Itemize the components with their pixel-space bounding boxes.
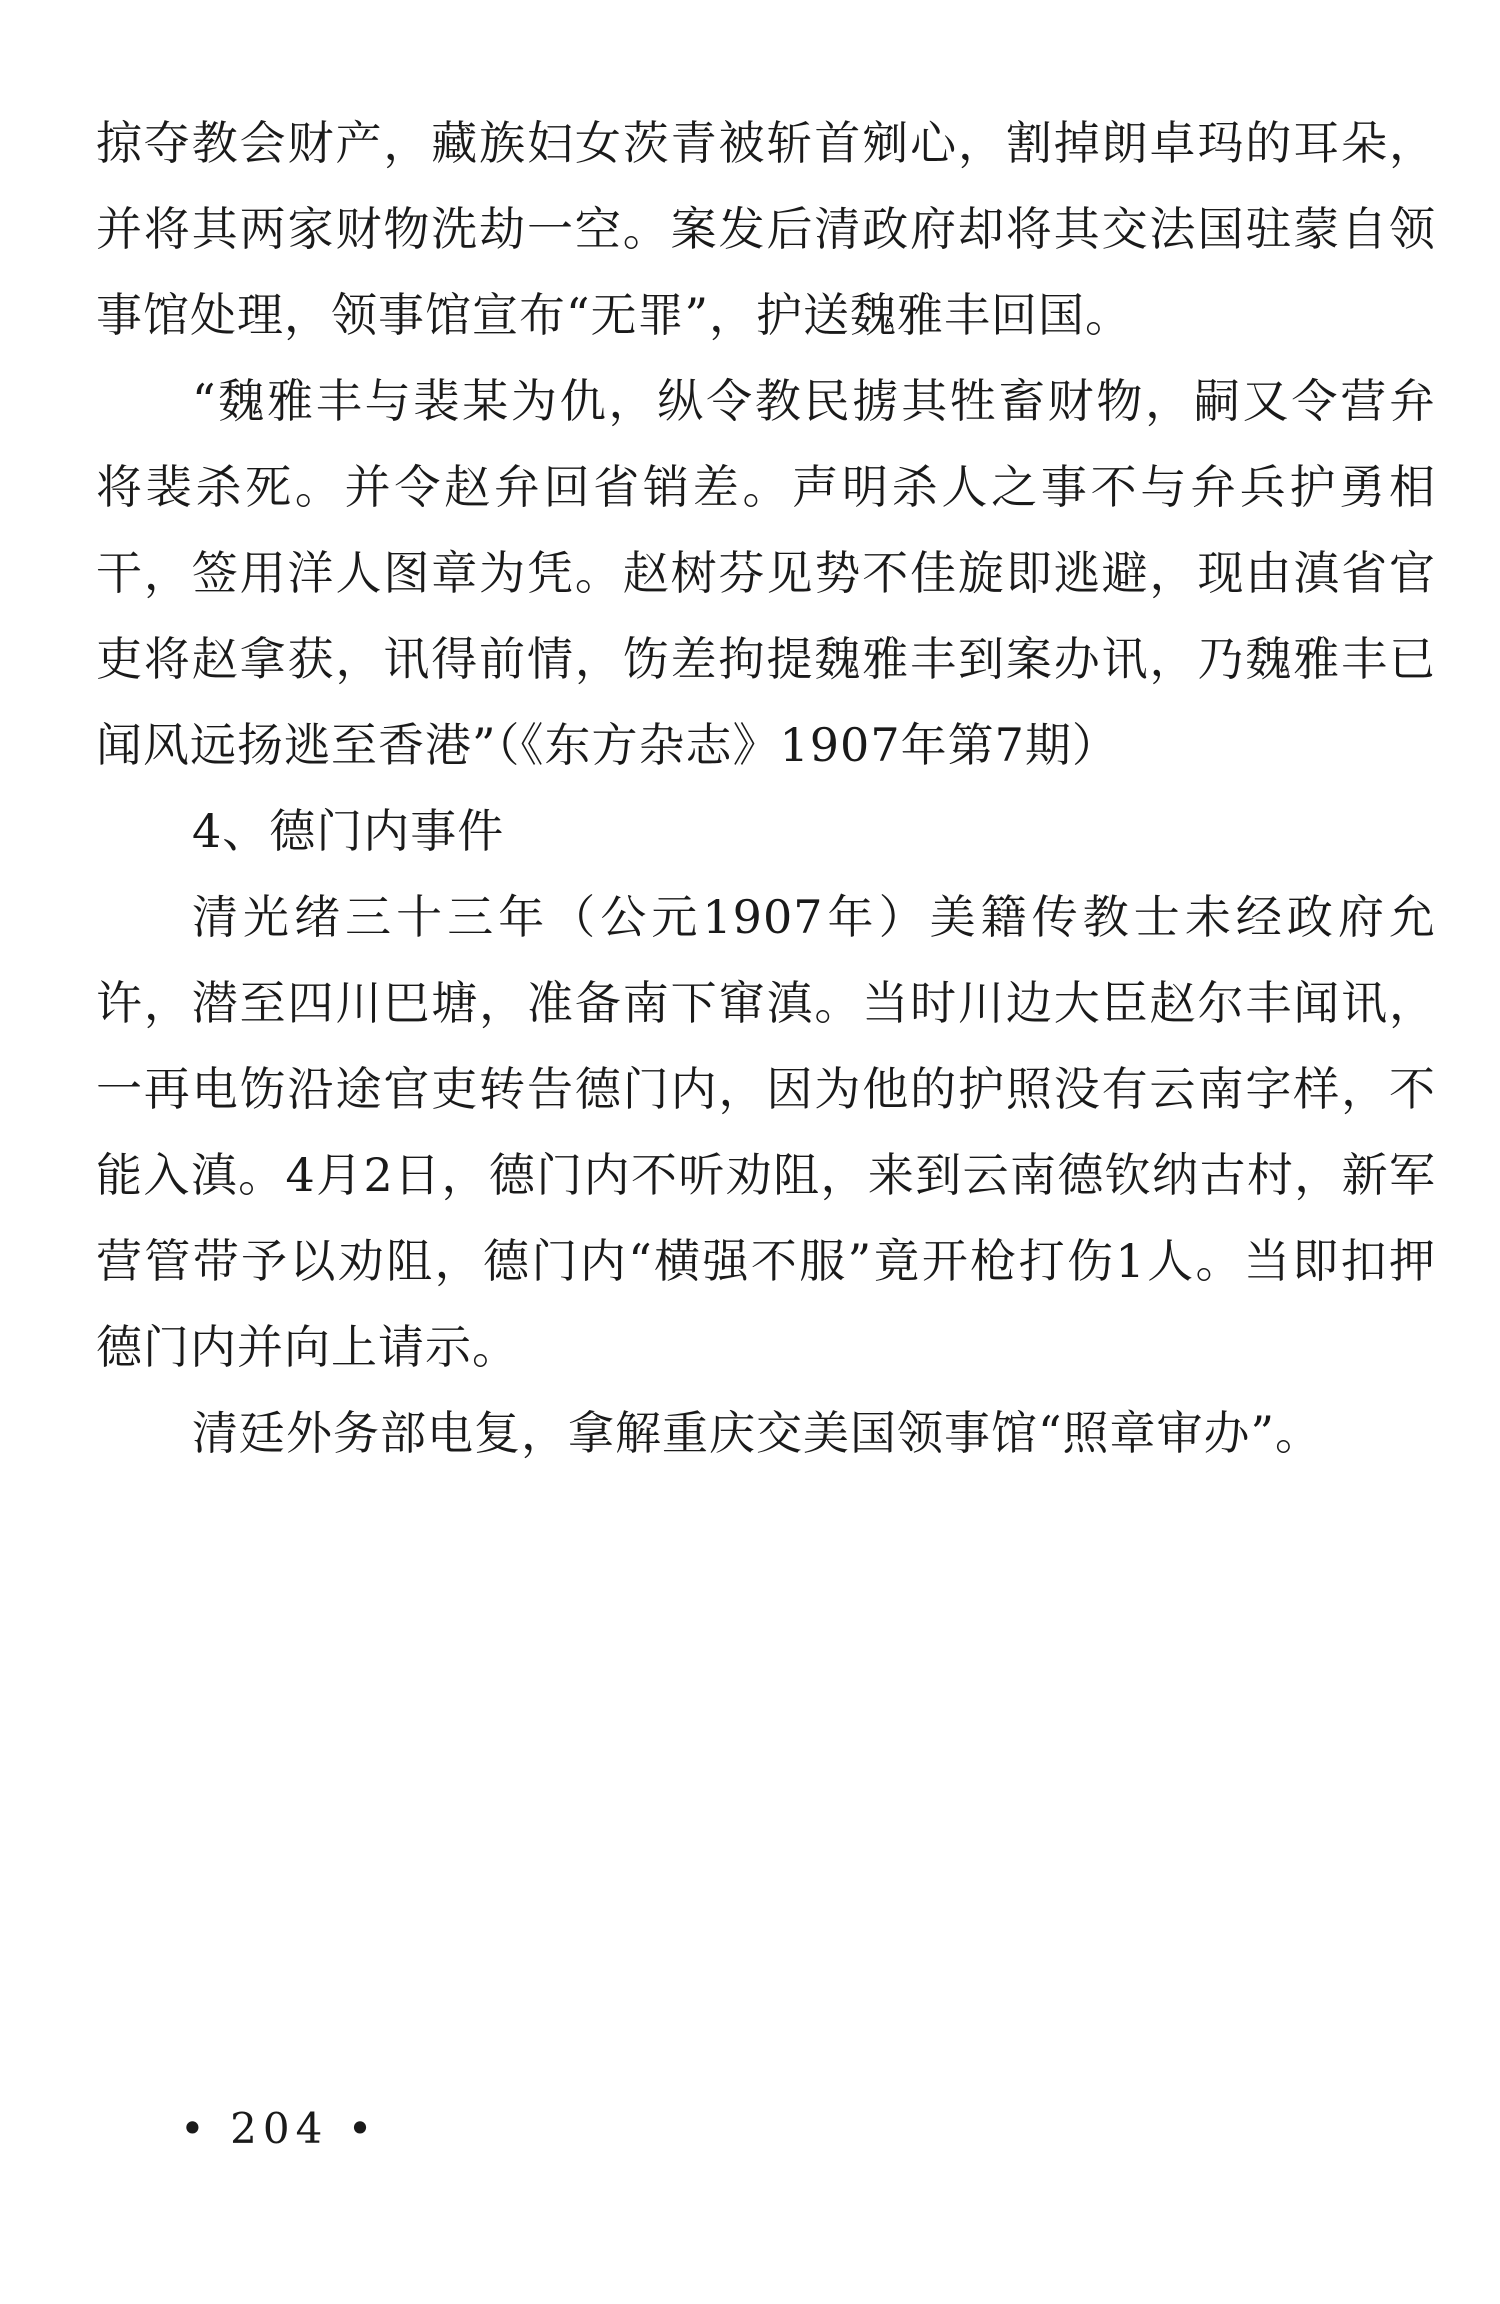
body-text xyxy=(96,100,1436,1476)
paragraph-quotation: “魏雅丰与裴某为仇，纵令教民掳其牲畜财物，嗣又令营弁将裴杀死。并令赵弁回省销差。声明杀人之事不与弁兵护勇相干，签用洋人图章为凭。赵树芬见势不佳旋即逃避，现由滇省官吏将赵拿获，讯得前情，饬差拘提魏雅丰到案办讯，乃魏雅丰已闻风远扬逃至香港”（《东方杂志》1907年第7期） xyxy=(96,374,1436,772)
page-number: • 204 • xyxy=(180,2104,379,2153)
paragraph-continuation: 掠夺教会财产，藏族妇女茨青被斩首剜心，割掉朗卓玛的耳朵，并将其两家财物洗劫一空。案发后清政府却将其交法国驻蒙自领事馆处理，领事馆宣布“无罪”，护送魏雅丰回国。 xyxy=(96,116,1436,342)
paragraph-demennei-event: 清光绪三十三年（公元1907年）美籍传教士未经政府允许，潜至四川巴塘，准备南下窜滇。当时川边大臣赵尔丰闻讯，一再电饬沿途官吏转告德门内，因为他的护照没有云南字样，不能入滇。4月2日，德门内不听劝阻，来到云南德钦纳古村，新军营管带予以劝阻，德门内“横强不服”竟开枪打伤1人。当即扣押德门内并向上请示。 xyxy=(96,890,1436,1374)
section-heading: 4、德门内事件 xyxy=(192,804,505,858)
paragraph-reply: 清廷外务部电复，拿解重庆交美国领事馆“照章审办”。 xyxy=(192,1406,1323,1460)
